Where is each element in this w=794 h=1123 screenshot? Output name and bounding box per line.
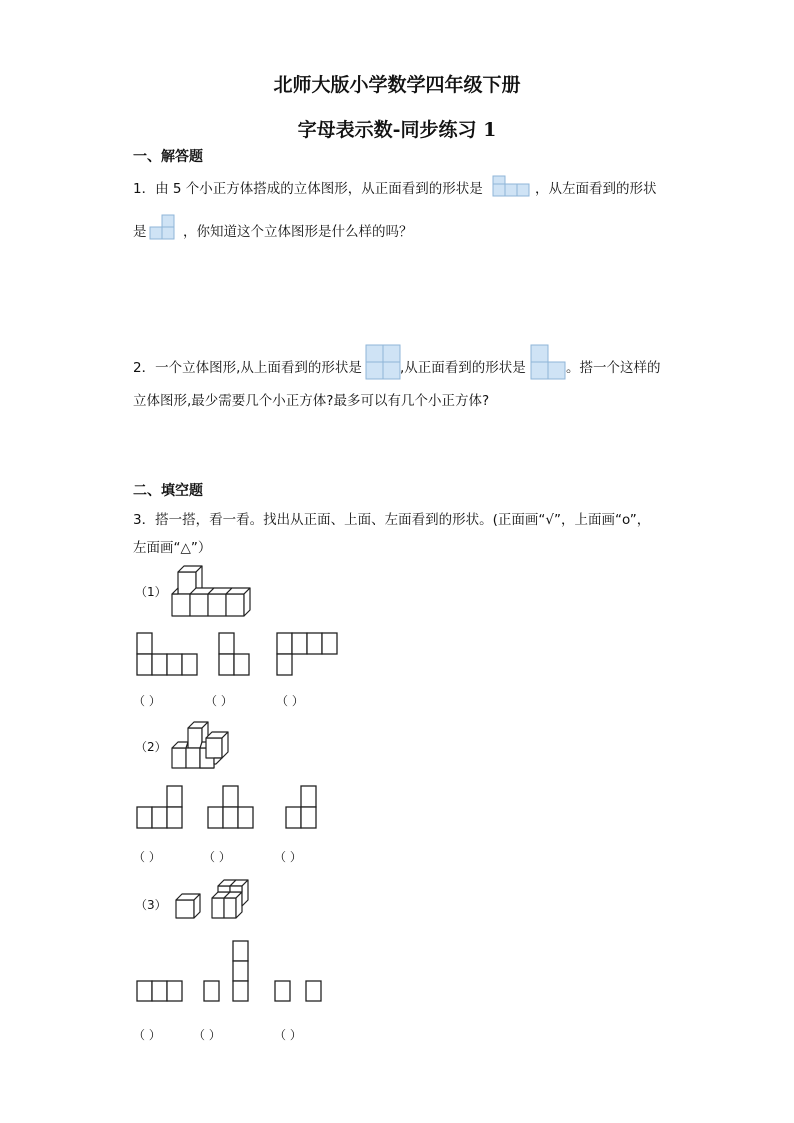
q3-part2-option-b [207, 785, 257, 829]
q1-line2-start: 是 [133, 224, 147, 240]
q1-line1-text-end: ，从左面看到的形状 [535, 181, 657, 197]
q3-part1-option-b [218, 632, 252, 676]
q1-left-view-figure [149, 214, 179, 240]
q3-part1-option-c [276, 632, 340, 676]
q3-part2-answer-b[interactable]: （ ） [203, 850, 231, 864]
q3-line2-text: 左面画“△”） [133, 540, 212, 556]
q3-part1-answer-b[interactable]: （ ） [205, 694, 233, 708]
q3-part3-solid-figure-a [174, 892, 204, 922]
q3-part2-option-a [136, 785, 186, 829]
q3-part3-option-c [274, 980, 324, 1004]
q2-front-view-figure [530, 344, 566, 380]
q3-line1-text: 3．搭一搭，看一看。找出从正面、上面、左面看到的形状。(正面画“√”，上面画“o”， [133, 512, 651, 528]
q3-part1-answer-c[interactable]: （ ） [276, 694, 304, 708]
q3-part3-label: （3） [135, 898, 167, 912]
q3-part3-option-a [136, 980, 186, 1004]
q1-front-view-figure [492, 175, 532, 197]
q3-part1-answer-a[interactable]: （ ） [133, 694, 161, 708]
q3-part2-solid-figure [170, 720, 234, 772]
q2-line1-text: 2．一个立体图形,从上面看到的形状是 [133, 360, 362, 376]
q2-line1-middle: ,从正面看到的形状是 [400, 360, 526, 376]
section-1-heading: 一、解答题 [133, 149, 203, 165]
q1-line1-text: 1．由 5 个小正方体搭成的立体图形，从正面看到的形状是 [133, 181, 483, 197]
q3-part3-answer-c[interactable]: （ ） [274, 1028, 302, 1042]
q2-line1-end: 。搭一个这样的 [566, 360, 661, 376]
q3-part1-solid-figure [170, 562, 250, 618]
page-subtitle: 字母表示数-同步练习 1 [297, 119, 497, 141]
q3-part3-answer-b[interactable]: （ ） [193, 1028, 221, 1042]
q3-part3-option-b [203, 940, 253, 1004]
q3-part2-option-c [285, 785, 321, 829]
q3-part3-answer-a[interactable]: （ ） [133, 1028, 161, 1042]
section-2-heading: 二、填空题 [133, 483, 203, 499]
q3-part1-option-a [136, 632, 200, 676]
q2-top-view-figure [365, 344, 401, 380]
q3-part1-label: （1） [135, 585, 167, 599]
page-title: 北师大版小学数学四年级下册 [273, 74, 521, 96]
q2-line2-text: 立体图形,最少需要几个小正方体?最多可以有几个小正方体? [133, 393, 490, 409]
q3-part2-answer-a[interactable]: （ ） [133, 850, 161, 864]
q3-part3-solid-figure-b [210, 876, 250, 922]
q1-line2-text: ，你知道这个立体图形是什么样的吗？ [183, 224, 413, 240]
q3-part2-label: （2） [135, 740, 167, 754]
q3-part2-answer-c[interactable]: （ ） [274, 850, 302, 864]
